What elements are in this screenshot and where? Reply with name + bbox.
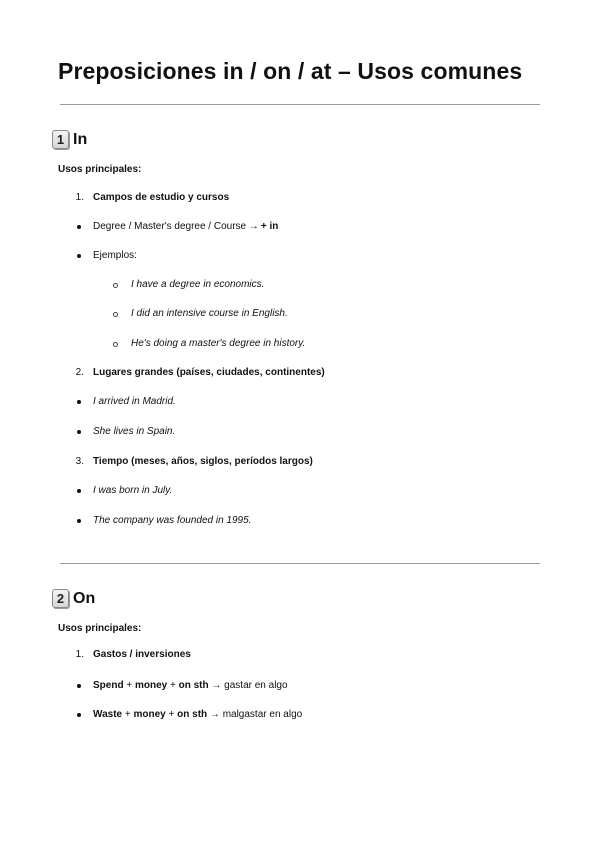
bullet-icon bbox=[77, 254, 81, 258]
example-item: I did an intensive course in English. bbox=[131, 308, 288, 319]
list-number: 3. bbox=[75, 456, 84, 467]
bullet-icon bbox=[77, 713, 81, 717]
bullet-icon bbox=[77, 684, 81, 688]
divider bbox=[60, 104, 540, 105]
list-number: 1. bbox=[75, 192, 84, 203]
list-number: 1. bbox=[75, 649, 84, 660]
list-item: Tiempo (meses, años, siglos, períodos largos) bbox=[93, 456, 313, 467]
example-item: I have a degree in economics. bbox=[131, 279, 265, 290]
section-title: In bbox=[73, 130, 88, 148]
list-item: I arrived in Madrid. bbox=[93, 396, 176, 407]
hollow-bullet-icon bbox=[113, 312, 118, 317]
section-subheading: Usos principales: bbox=[58, 164, 142, 175]
list-item: She lives in Spain. bbox=[93, 426, 176, 437]
divider bbox=[60, 563, 540, 564]
list-item-bold: on sth bbox=[178, 680, 209, 691]
list-item-bold: Waste bbox=[93, 709, 123, 720]
hollow-bullet-icon bbox=[113, 283, 118, 288]
list-item-text: → gastar en algo bbox=[208, 680, 288, 691]
list-item-bold: money bbox=[134, 680, 168, 691]
list-item-text: Degree / Master's degree / Course → bbox=[93, 221, 259, 232]
section-heading-on bbox=[52, 589, 95, 608]
list-item-text: → malgastar en algo bbox=[207, 709, 303, 720]
section-title: On bbox=[73, 589, 96, 607]
bullet-icon bbox=[77, 430, 81, 434]
bullet-icon bbox=[77, 519, 81, 523]
example-item: He's doing a master's degree in history. bbox=[131, 338, 306, 349]
list-number: 2. bbox=[75, 367, 84, 378]
section-heading-in bbox=[52, 130, 87, 149]
list-item: I was born in July. bbox=[93, 485, 173, 496]
section-subheading: Usos principales: bbox=[58, 623, 142, 634]
list-item-bold: + in bbox=[260, 221, 279, 232]
hollow-bullet-icon bbox=[113, 342, 118, 347]
list-item: Gastos / inversiones bbox=[93, 649, 191, 660]
list-item: Lugares grandes (países, ciudades, continentes) bbox=[93, 367, 325, 378]
page-title: Preposiciones in / on / at – Usos comunes bbox=[58, 58, 523, 84]
list-item-text: + bbox=[123, 680, 135, 691]
list-item-bold: money bbox=[133, 709, 166, 720]
list-item: Ejemplos: bbox=[93, 250, 137, 261]
bullet-icon bbox=[77, 400, 81, 404]
bullet-icon bbox=[77, 489, 81, 493]
list-item-bold: on sth bbox=[177, 709, 208, 720]
list-item-bold: Spend bbox=[93, 680, 124, 691]
bullet-icon bbox=[77, 225, 81, 229]
list-item-text: + bbox=[122, 709, 134, 720]
list-item bbox=[93, 680, 288, 691]
list-item bbox=[93, 709, 302, 720]
list-item bbox=[93, 221, 278, 232]
list-item-text: + bbox=[165, 709, 178, 720]
list-item-text: + bbox=[167, 680, 179, 691]
keycap-number-2-icon: 2 bbox=[52, 589, 69, 608]
list-item: Campos de estudio y cursos bbox=[93, 192, 230, 203]
keycap-number-1-icon: 1 bbox=[52, 130, 69, 149]
list-item: The company was founded in 1995. bbox=[93, 515, 252, 526]
